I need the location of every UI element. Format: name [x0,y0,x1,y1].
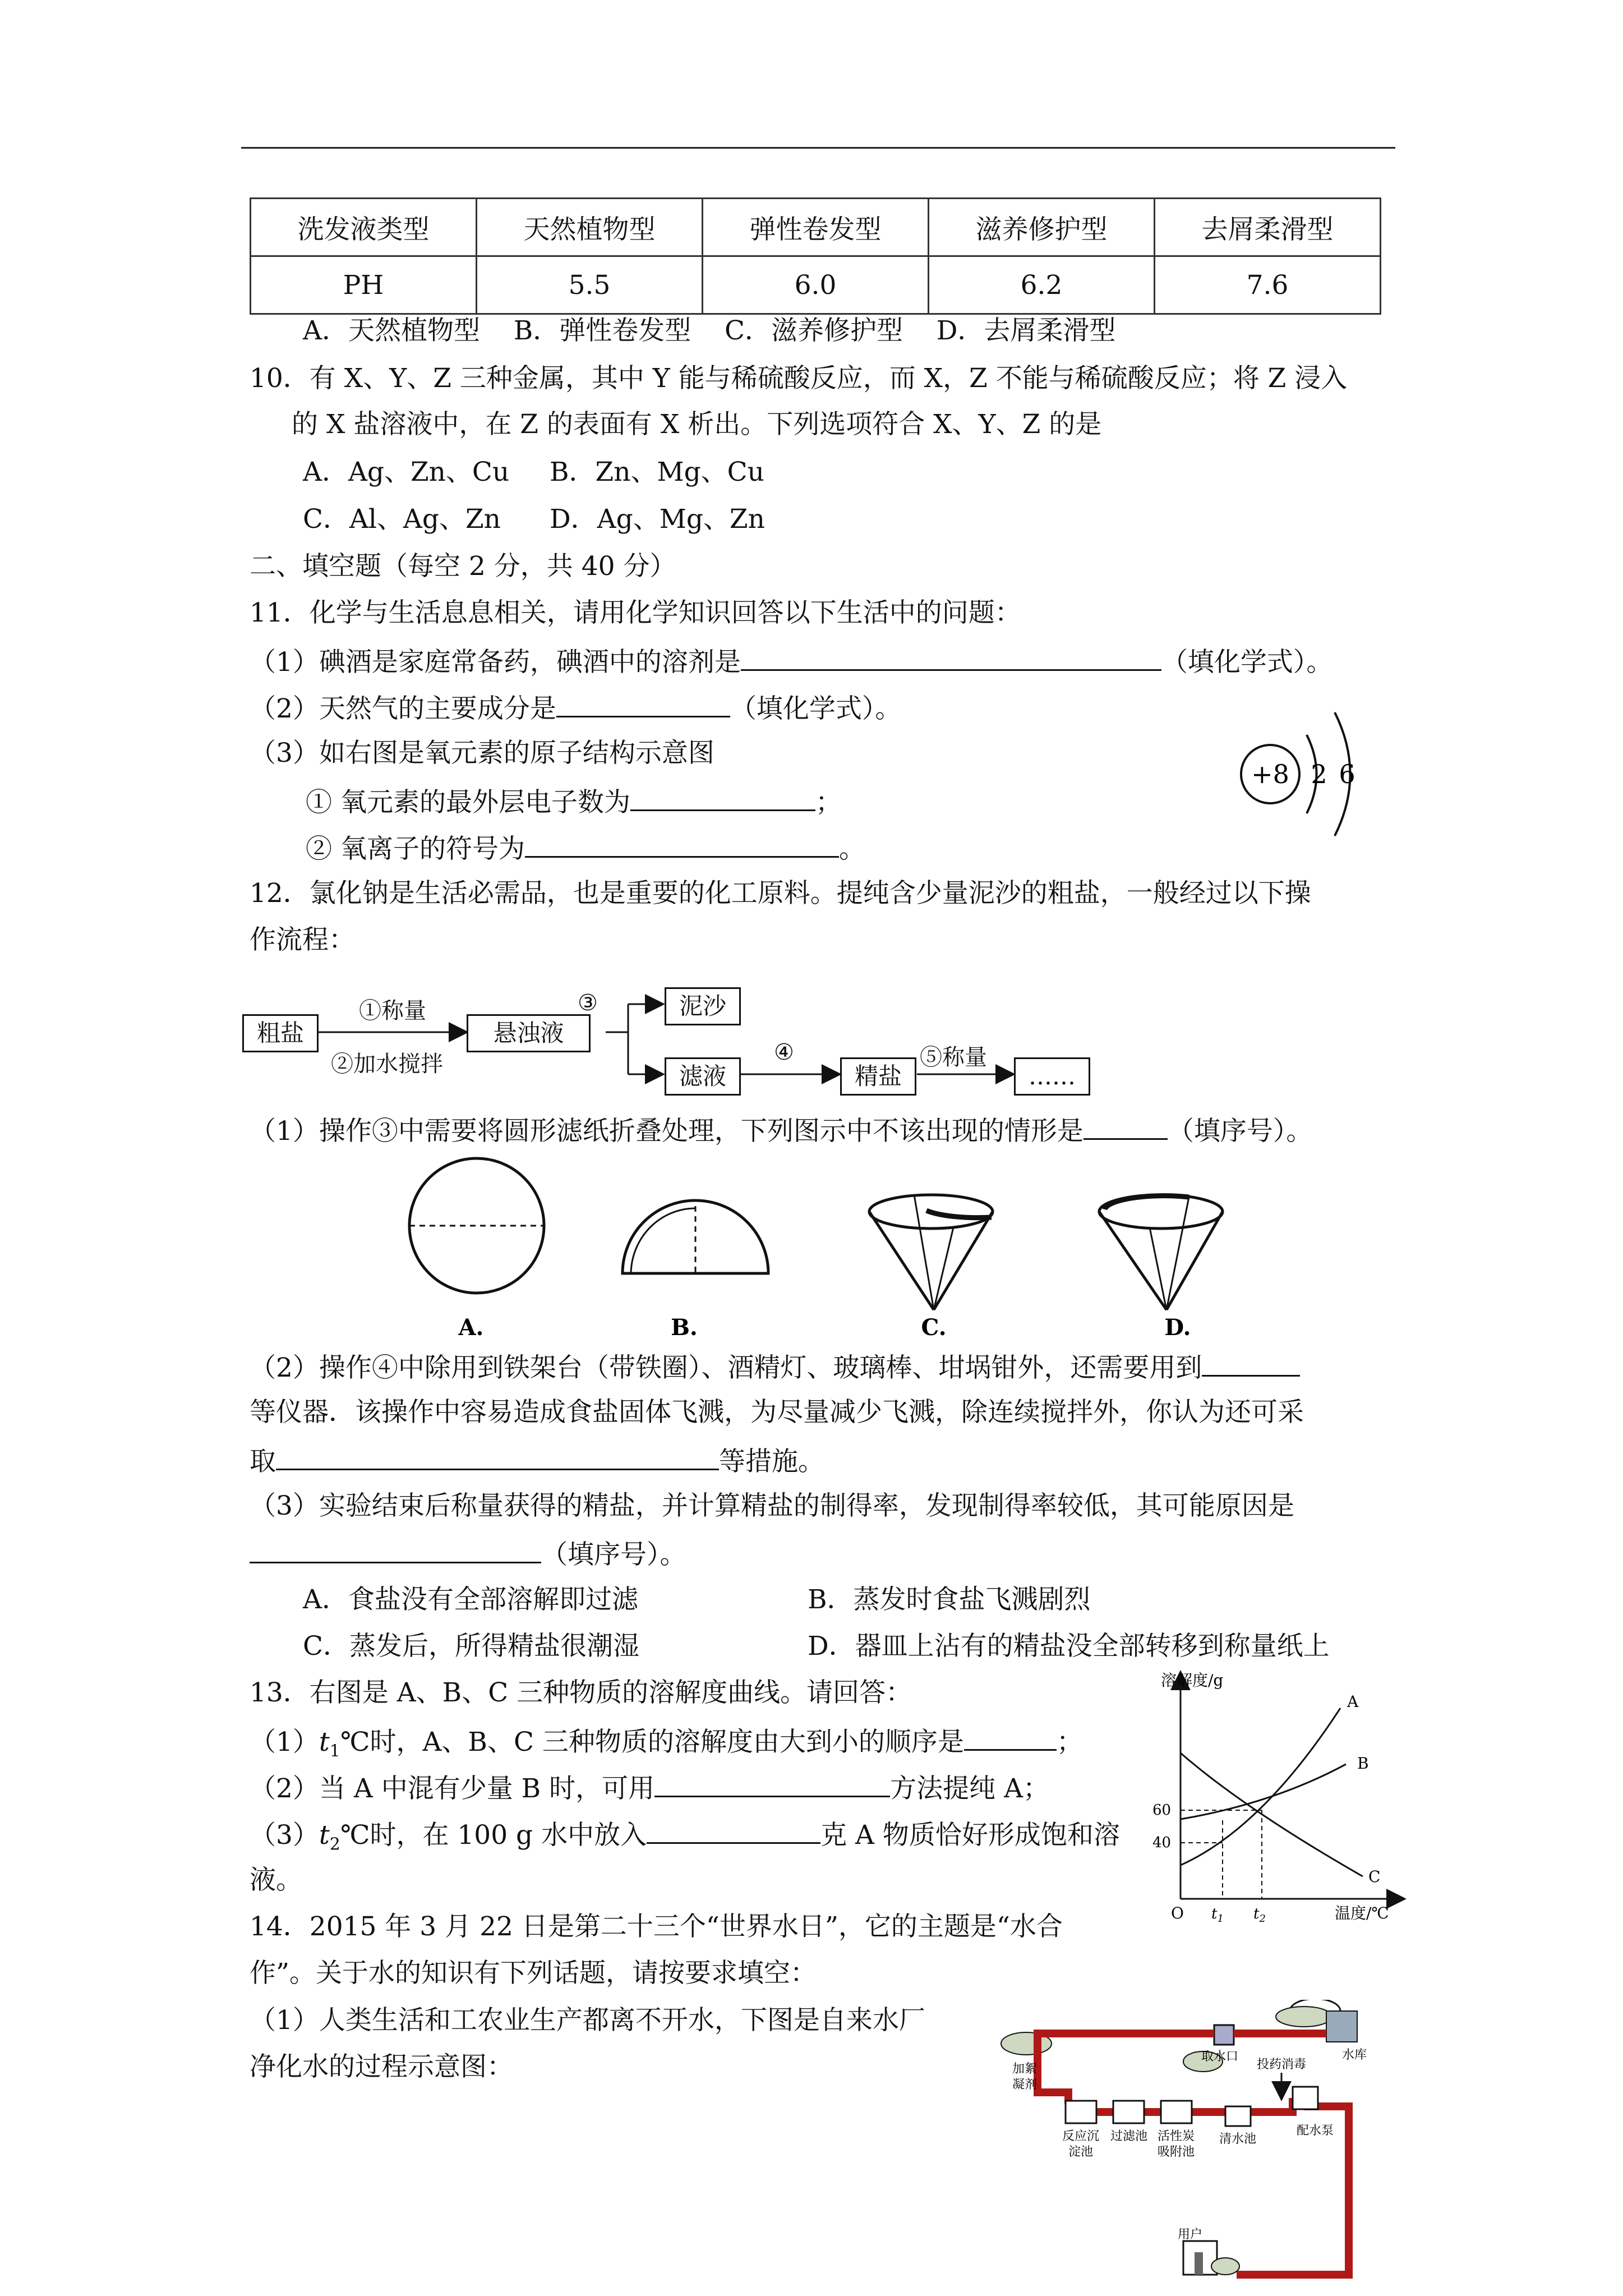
clear-tank-icon [1225,2106,1251,2126]
table-cell: 7.6 [1155,256,1381,314]
q11-part2-suffix: （填化学式）。 [730,693,902,724]
q11-part3-1-text: ① 氧元素的最外层电子数为 [306,787,630,818]
disinfect-label: 投药消毒 [1256,2058,1307,2072]
q12-part2-line2: 等仪器．该操作中容易造成食盐固体飞溅，为尽量减少飞溅，除连续搅拌外，你认为还可采 [250,1397,1304,1428]
table-cell: 5.5 [477,256,703,314]
q10-stem-line1: 10．有 X、Y、Z 三种金属，其中 Y 能与稀硫酸反应，而 X，Z 不能与稀硫酸反应；将 Z 浸入 [250,363,1348,394]
table-cell: 6.0 [703,256,929,314]
q11-part1 [250,643,1332,679]
q12-part1-text: （1）操作③中需要将圆形滤纸折叠处理，下列图示中不该出现的情形是 [250,1116,1083,1147]
carbon-label-2: 吸附池 [1157,2145,1195,2159]
table-row [251,256,1381,314]
q13-part3-end: 液。 [250,1865,302,1895]
flow-step2-label: ②加水搅拌 [331,1051,443,1077]
reservoir-label: 水库 [1341,2048,1367,2062]
figure-c [869,1195,993,1310]
semicircle-inner-arc [631,1208,695,1273]
flow-box-more: …… [1014,1057,1090,1096]
cone-fold [934,1227,953,1310]
figure-d [1099,1195,1223,1310]
q11-part3-2 [306,830,865,866]
q13-part3-text: ℃时，在 100 g 水中放入 [340,1820,647,1851]
y-axis-label [1161,1671,1223,1690]
curve-a [1181,1708,1340,1865]
figure-b [623,1200,768,1273]
answer-blank[interactable] [964,1723,1057,1751]
table-cell: 洗发液类型 [251,199,477,256]
answer-blank[interactable] [630,784,815,811]
q10-option-a: A．Ag、Zn、Cu [303,457,510,487]
q13-stem: 13．右图是 A、B、C 三种物质的溶解度曲线。请回答： [250,1677,912,1708]
flow-box-suspension: 悬浊液 [467,1014,591,1052]
q11-part3-1-suffix: ； [815,787,842,818]
q12-stem-line2: 作流程： [250,924,355,955]
intake-icon [1214,2025,1234,2045]
settling-label-1: 反应沉 [1062,2129,1100,2143]
clear-tank-label: 清水池 [1219,2132,1257,2146]
shell1-count: 2 [1311,759,1327,789]
table-cell: 6.2 [929,256,1155,314]
solubility-graph [1144,1669,1408,1932]
q12-part2-line1 [250,1349,1300,1385]
oxygen-atom-diagram [1228,696,1374,847]
q11-part3: （3）如右图是氧元素的原子结构示意图 [250,738,714,769]
q12-part3-line1: （3）实验结束后称量获得的精盐，并计算精盐的制得率，发现制得率较低，其可能原因是 [250,1490,1294,1521]
q12-option-b: B．蒸发时食盐飞溅剧烈 [808,1584,1091,1615]
q12-part2-line3 [250,1443,824,1479]
carbon-tank-icon [1161,2101,1192,2123]
reservoir-icon [1326,2011,1357,2042]
t1-symbol: t [319,1727,330,1757]
figure-c-label: C. [921,1314,947,1341]
q13-part2-text: （2）当 A 中混有少量 B 时，可用 [250,1773,655,1804]
table-cell: PH [251,256,477,314]
tree-icon [1211,2258,1239,2275]
q12-part3-line2 [250,1536,686,1572]
curve-b-label: B [1357,1754,1369,1773]
q11-part1-suffix: （填化学式）。 [1161,647,1333,678]
filter-paper-figures [393,1156,1251,1341]
table-cell: 滋养修护型 [929,199,1155,256]
settling-tank-icon [1066,2101,1096,2123]
y-tick-60: 60 [1152,1802,1172,1819]
curve-c-label: C [1368,1867,1381,1886]
x-tick-t2 [1253,1906,1266,1925]
figure-a [409,1158,544,1293]
q13-part1-prefix: （1） [250,1727,319,1757]
q10-option-b: B．Zn、Mg、Cu [550,457,764,487]
answer-blank[interactable] [250,1536,541,1563]
q10-option-d: D．Ag、Mg、Zn [550,504,765,535]
q13-part1-text: ℃时，A、B、C 三种物质的溶解度由大到小的顺序是 [340,1727,964,1757]
figure-a-label: A. [458,1314,484,1341]
q12-part1 [250,1112,1312,1148]
water-treatment-diagram [990,2000,1399,2280]
coagulant-label-2: 凝剂 [1012,2078,1038,2092]
q11-part2-text: （2）天然气的主要成分是 [250,693,556,724]
section-heading: 二、填空题（每空 2 分，共 40 分） [250,551,676,582]
cone-rim-thick [1105,1196,1189,1209]
q11-part3-2-suffix: 。 [838,834,865,864]
x-axis-label: 温度/℃ [1335,1904,1389,1922]
answer-blank[interactable] [647,1816,820,1844]
q13-part2-suffix: 方法提纯 A； [890,1773,1050,1804]
q13-part1-suffix: ； [1056,1727,1083,1757]
q12-option-a: A．食盐没有全部溶解即过滤 [303,1584,638,1615]
q13-part3-prefix: （3） [250,1820,319,1851]
t1-text: t [1211,1906,1218,1922]
q13-part2 [250,1770,1049,1806]
figure-b-label: B. [671,1314,698,1341]
q12-part2-suffix: 等措施。 [719,1446,824,1477]
flow-box-sand: 泥沙 [665,987,741,1025]
figure-d-label: D. [1164,1314,1191,1341]
user-building-icon [1195,2252,1203,2275]
q12-stem-line1: 12．氯化钠是生活必需品，也是重要的化工原料。提纯含少量泥沙的粗盐，一般经过以下操 [250,878,1311,909]
answer-blank[interactable] [556,690,730,717]
cone-rim-thick [926,1211,992,1218]
flow-step1-label: ①称量 [359,998,426,1024]
flow-step3-label: ③ [578,990,598,1016]
q12-part3-suffix: （填序号）。 [541,1539,686,1570]
settling-label-2: 淀池 [1068,2145,1094,2159]
filter-tank-icon [1113,2101,1144,2123]
q11-part3-2-text: ② 氧离子的符号为 [306,834,525,864]
q11-part2 [250,690,901,726]
table-cell: 天然植物型 [477,199,703,256]
table-cell: 弹性卷发型 [703,199,929,256]
answer-blank[interactable] [1202,1349,1300,1377]
q13-part1 [250,1723,1083,1768]
answer-blank[interactable] [1083,1112,1168,1140]
q12-option-c: C．蒸发后，所得精盐很潮湿 [303,1631,639,1662]
flow-box-crude-salt: 粗盐 [242,1014,319,1052]
answer-blank[interactable] [276,1443,719,1470]
q14-stem-line1: 14．2015 年 3 月 22 日是第二十三个“世界水日”，它的主题是“水合 [250,1911,1063,1942]
ph-table [250,197,1381,315]
q12-part2-text: （2）操作④中除用到铁架台（带铁圈）、酒精灯、玻璃棒、坩埚钳外，还需要用到 [250,1352,1202,1383]
t2-subscript: 2 [329,1834,340,1855]
t1-sub: 1 [1217,1913,1224,1925]
shell2-count: 6 [1339,759,1355,789]
q11-stem: 11．化学与生活息息相关，请用化学知识回答以下生活中的问题： [250,597,1021,628]
flow-step4-label: ④ [774,1039,794,1065]
user-label: 用户 [1178,2228,1203,2242]
nucleus-label: +8 [1251,759,1289,789]
q12-option-d: D．器皿上沾有的精盐没全部转移到称量纸上 [808,1631,1330,1662]
filter-label: 过滤池 [1110,2129,1148,2143]
pump-label: 配水泵 [1296,2124,1334,2138]
y-tick-40: 40 [1152,1834,1172,1851]
q13-part3-suffix: 克 A 物质恰好形成饱和溶 [820,1820,1120,1851]
intake-label: 取水口 [1201,2050,1239,2064]
table-cell: 去屑柔滑型 [1155,199,1381,256]
q14-part1-line2: 净化水的过程示意图： [250,2051,513,2082]
origin-label: O [1171,1904,1184,1922]
carbon-label-1: 活性炭 [1157,2129,1195,2143]
answer-blank[interactable] [654,1770,890,1797]
q10-option-c: C．Al、Ag、Zn [303,504,501,535]
t2-symbol: t [319,1820,330,1851]
q10-stem-line2: 的 X 盐溶液中，在 Z 的表面有 X 析出。下列选项符合 X、Y、Z 的是 [292,409,1102,440]
q11-part1-text: （1）碘酒是家庭常备药，碘酒中的溶剂是 [250,647,741,678]
flow-box-filtrate: 滤液 [665,1057,741,1096]
q11-part3-1 [306,784,842,820]
pump-icon [1293,2087,1318,2109]
t1-subscript: 1 [329,1741,340,1761]
t2-text: t [1253,1906,1260,1922]
q13-part3 [250,1816,1120,1861]
answer-blank[interactable] [525,830,839,858]
table-header-row [251,199,1381,256]
flow-box-fine-salt: 精盐 [840,1057,916,1096]
t2-sub: 2 [1259,1913,1266,1925]
coagulant-label-1: 加絮 [1012,2062,1038,2076]
q14-part1-line1: （1）人类生活和工农业生产都离不开水，下图是自来水厂 [250,2005,925,2036]
q12-part2-prefix: 取 [250,1446,276,1477]
q12-part1-suffix: （填序号）。 [1167,1116,1313,1147]
q9-options: A．天然植物型 B．弹性卷发型 C．滋养修护型 D．去屑柔滑型 [303,315,1116,346]
curve-a-label: A [1347,1692,1359,1711]
y-axis-label-text: 溶解度/g [1161,1671,1224,1690]
flow-step5-label: ⑤称量 [920,1045,987,1070]
header-rule [241,147,1395,149]
q14-stem-line2: 作”。关于水的知识有下列话题，请按要求填空： [250,1958,817,1989]
answer-blank[interactable] [741,643,1161,671]
x-tick-t1 [1211,1906,1224,1925]
